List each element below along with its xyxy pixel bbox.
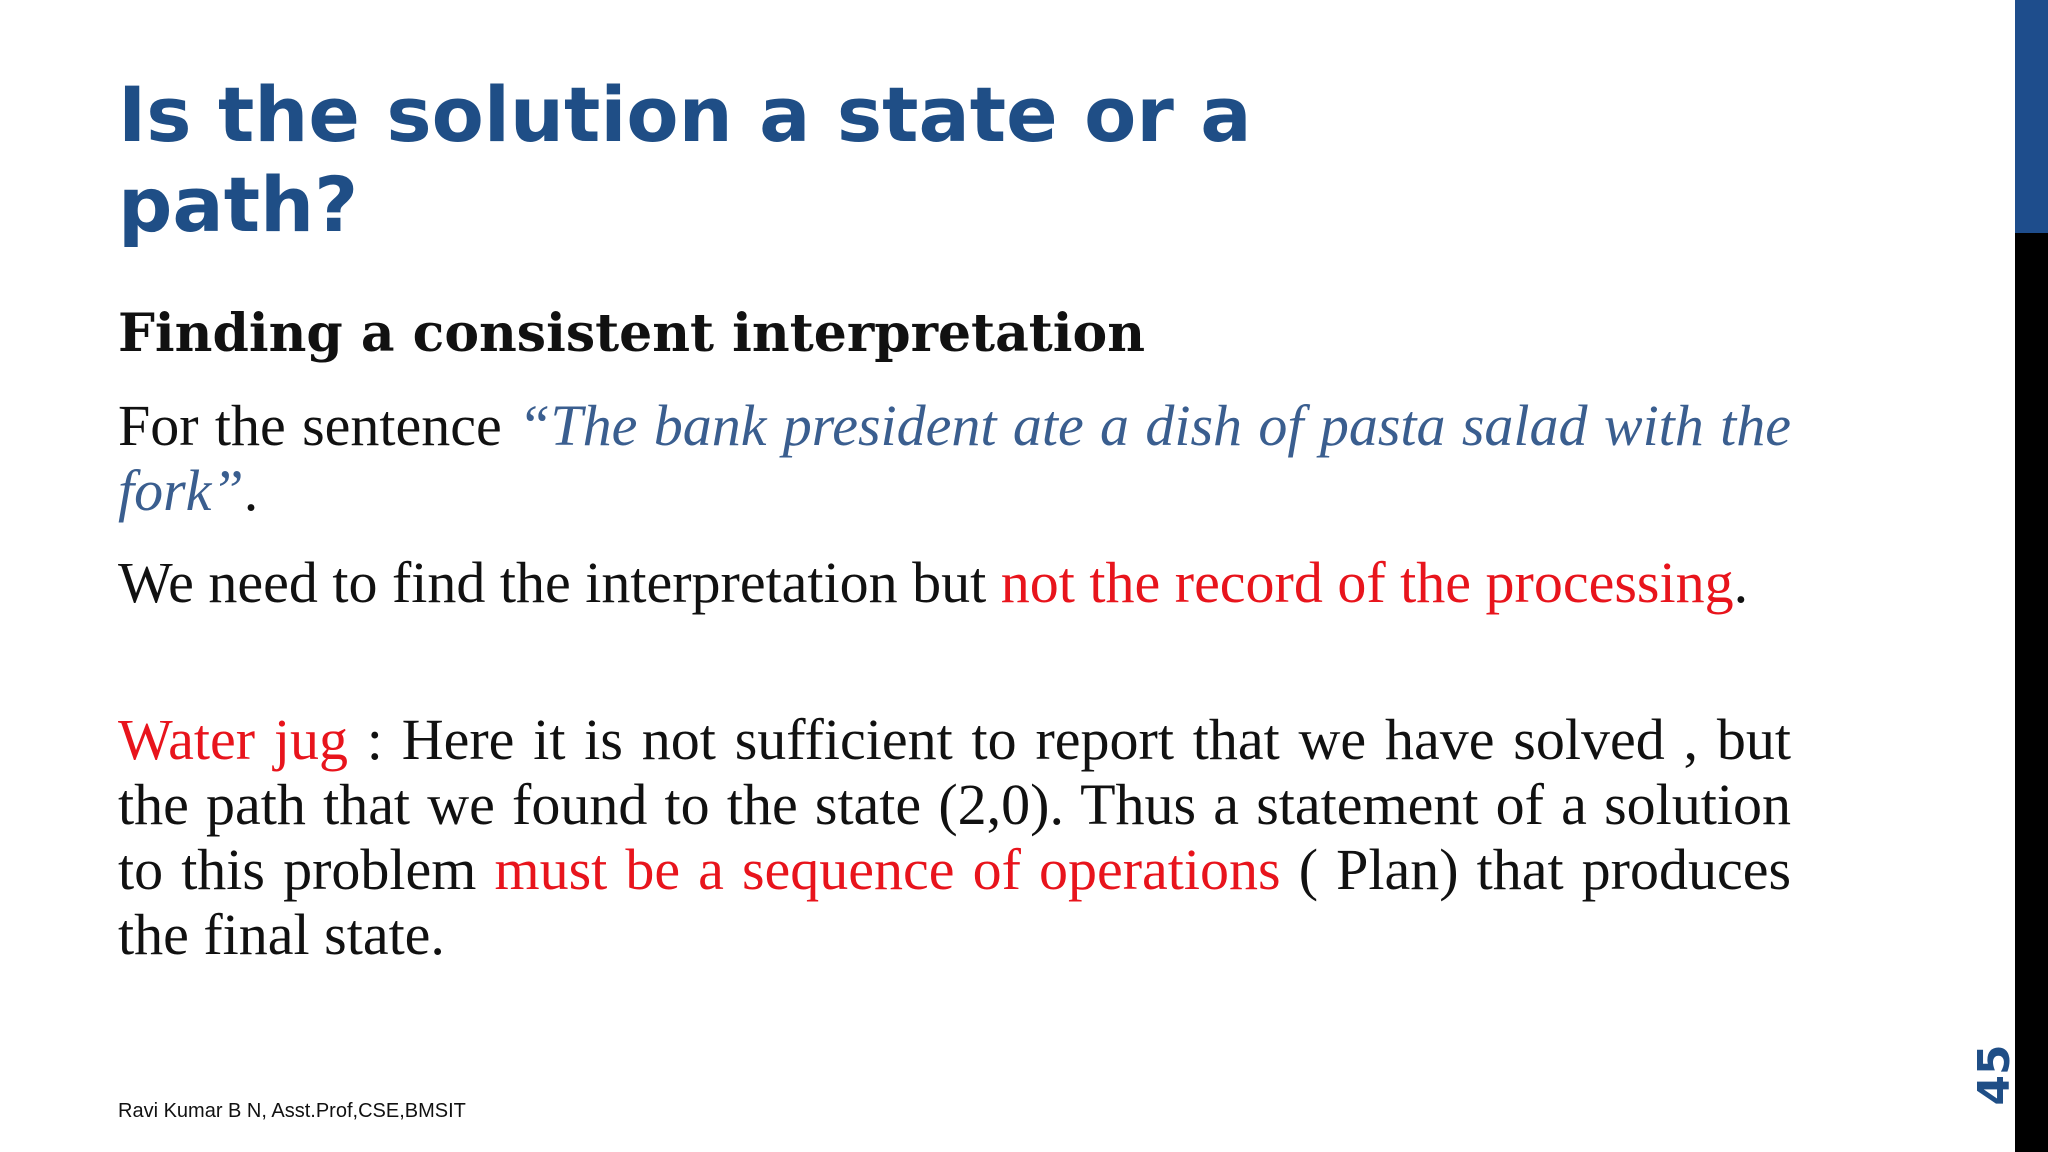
paragraph-interpretation bbox=[118, 550, 1791, 615]
paragraph-text: For the sentence bbox=[118, 393, 519, 458]
paragraph-sentence bbox=[118, 393, 1791, 523]
page-number: 45 bbox=[1969, 1044, 2020, 1106]
subheading: Finding a consistent interpretation bbox=[118, 303, 1146, 364]
paragraph-text: We need to find the interpretation but bbox=[118, 550, 1001, 615]
sidebar-accent-top bbox=[2015, 0, 2048, 233]
example-sentence-quote: “The bank president ate a dish of pasta salad with the fork” bbox=[118, 393, 1791, 523]
paragraph-text: . bbox=[1733, 550, 1749, 615]
highlight-text: must be a sequence of operations bbox=[494, 837, 1281, 902]
highlight-text: Water jug bbox=[118, 707, 348, 772]
sidebar-accent-bottom bbox=[2015, 233, 2048, 1152]
highlight-text: not the record of the processing bbox=[1000, 550, 1734, 615]
footer-author: Ravi Kumar B N, Asst.Prof,CSE,BMSIT bbox=[118, 1100, 466, 1122]
paragraph-text: ( Plan) that produces the final state. bbox=[118, 837, 1792, 967]
paragraph-text: : Here it is not sufficient to report that we have solved , but the path that we found to the state (2,0). Thus a statement of a solution to this problem bbox=[118, 707, 1791, 902]
paragraph-water-jug bbox=[118, 707, 1791, 967]
slide-title: Is the solution a state or a path? bbox=[118, 70, 1252, 249]
paragraph-text: . bbox=[243, 458, 259, 523]
